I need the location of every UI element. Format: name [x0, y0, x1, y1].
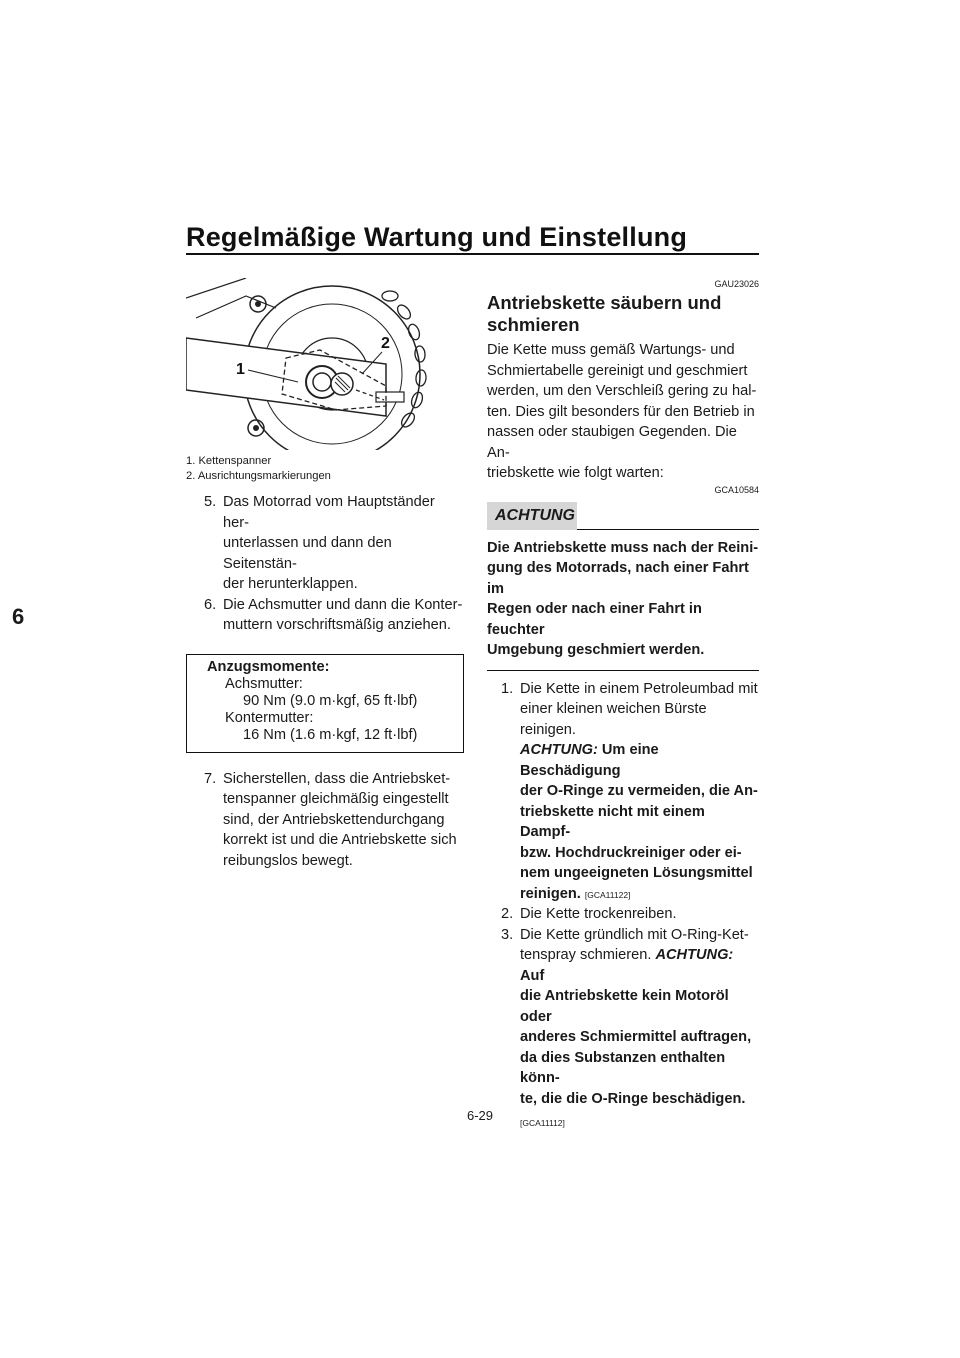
- step-line: Das Motorrad vom Hauptständer her-: [223, 494, 435, 531]
- step-2: [487, 904, 759, 925]
- axle-nut-value: 90 Nm (9.0 m·kgf, 65 ft·lbf): [243, 692, 418, 709]
- step-text: tenspray schmieren.: [520, 947, 656, 963]
- step-line: unterlassen und dann den Seitenstän-: [223, 535, 392, 572]
- intro-line: ten. Dies gilt besonders für den Betrieb in: [487, 403, 755, 420]
- step-7: [186, 769, 464, 872]
- step-line: [520, 945, 759, 986]
- achtung-rule: [577, 529, 759, 530]
- step-line: der herunterklappen.: [223, 576, 358, 592]
- title-rule: [186, 253, 759, 255]
- step-1: [487, 679, 759, 905]
- steps-left: [186, 492, 464, 636]
- step-line: muttern vorschriftsmäßig anziehen.: [223, 617, 451, 633]
- warning-text: Auf: [520, 967, 545, 984]
- warning-line: die Antriebskette kein Motoröl oder: [520, 988, 729, 1025]
- page-number: 6-29: [466, 1108, 494, 1123]
- warning-code: [GCA11112]: [520, 1118, 565, 1128]
- step-number: 6.: [204, 596, 217, 613]
- steps-right: [487, 679, 759, 1130]
- warning-code: [GCA11122]: [584, 889, 631, 900]
- callout-1: 1: [236, 361, 245, 378]
- caption-2: 2. Ausrichtungsmarkierungen: [186, 470, 331, 482]
- step-6: [186, 595, 464, 636]
- notice-line: Die Antriebskette muss nach der Reini-: [487, 539, 759, 556]
- step-number: 7.: [204, 770, 217, 787]
- achtung-notice: [487, 538, 759, 671]
- section-title: [487, 292, 759, 336]
- locknut-value: 16 Nm (1.6 m·kgf, 12 ft·lbf): [243, 726, 418, 743]
- right-column: [487, 278, 759, 1129]
- intro-line: triebskette wie folgt warten:: [487, 465, 664, 481]
- section-title-line: schmieren: [487, 314, 580, 335]
- step-line: reibungslos bewegt.: [223, 852, 353, 869]
- intro-line: Die Kette muss gemäß Wartungs- und: [487, 342, 735, 358]
- notice-line: gung des Motorrads, nach einer Fahrt im: [487, 560, 749, 597]
- step-line: tenspanner gleichmäßig eingestellt: [223, 791, 449, 807]
- step-line: Die Kette gründlich mit O-Ring-Ket-: [520, 926, 749, 943]
- achtung-code: GCA10584: [714, 484, 759, 495]
- step-line: sind, der Antriebskettendurchgang: [223, 811, 445, 828]
- step-line: Sicherstellen, dass die Antriebsket-: [223, 770, 451, 787]
- achtung-badge: ACHTUNG: [487, 502, 577, 530]
- left-column: [186, 278, 464, 871]
- step-line: einer kleinen weichen Bürste reinigen.: [520, 701, 707, 738]
- step-line: korrekt ist und die Antriebskette sich: [223, 832, 457, 848]
- section-intro: [487, 340, 759, 484]
- notice-line: Regen oder nach einer Fahrt in feuchter: [487, 601, 702, 638]
- intro-line: Schmiertabelle gereinigt und geschmiert: [487, 362, 748, 379]
- torque-spec-box: [186, 654, 464, 753]
- step-line: Die Kette trockenreiben.: [520, 906, 677, 922]
- intro-line: nassen oder staubigen Gegenden. Die An-: [487, 424, 737, 461]
- section-code: GAU23026: [714, 279, 759, 289]
- step-line: Die Achsmutter und dann die Konter-: [223, 596, 463, 613]
- step-number: 5.: [204, 494, 217, 510]
- section-title-line: Antriebskette säubern und: [487, 292, 722, 313]
- warning-label: ACHTUNG:: [520, 742, 598, 758]
- warning-line: [520, 884, 759, 905]
- step-number: 3.: [501, 926, 514, 943]
- torque-title: Anzugsmomente:: [207, 658, 330, 675]
- chain-tensioner-figure: [186, 278, 464, 450]
- warning-label: ACHTUNG:: [655, 947, 734, 963]
- warning-line: bzw. Hochdruckreiniger oder ei-: [520, 844, 742, 861]
- step-number: 1.: [501, 680, 514, 697]
- locknut-label: Kontermutter:: [225, 709, 314, 726]
- warning-line: [520, 740, 759, 781]
- warning-line: nem ungeeigneten Lösungsmittel: [520, 865, 753, 881]
- warning-line: te, die die O-Ringe beschädigen.: [520, 1090, 746, 1107]
- warning-line: anderes Schmiermittel auftragen,: [520, 1029, 752, 1045]
- figure-captions: [186, 454, 464, 484]
- step-3: [487, 925, 759, 1130]
- warning-text: reinigen.: [520, 885, 581, 902]
- axle-nut-label: Achsmutter:: [225, 675, 303, 692]
- page-title: Regelmäßige Wartung und Einstellung: [186, 222, 688, 252]
- step-5: [186, 492, 464, 595]
- warning-line: da dies Substanzen enthalten könn-: [520, 1049, 726, 1086]
- achtung-header: [487, 502, 759, 530]
- callout-2: 2: [381, 335, 390, 352]
- intro-line: werden, um den Verschleiß gering zu hal-: [487, 383, 757, 399]
- warning-text: Um eine Beschädigung: [520, 742, 659, 779]
- notice-line: Umgebung geschmiert werden.: [487, 642, 705, 658]
- warning-line: triebskette nicht mit einem Dampf-: [520, 803, 705, 840]
- step-number: 2.: [501, 906, 514, 922]
- chapter-tab: 6: [12, 604, 25, 629]
- step-line: Die Kette in einem Petroleumbad mit: [520, 680, 758, 697]
- warning-line: der O-Ringe zu vermeiden, die An-: [520, 783, 758, 799]
- steps-left-2: [186, 769, 464, 872]
- caption-1: 1. Kettenspanner: [186, 455, 272, 467]
